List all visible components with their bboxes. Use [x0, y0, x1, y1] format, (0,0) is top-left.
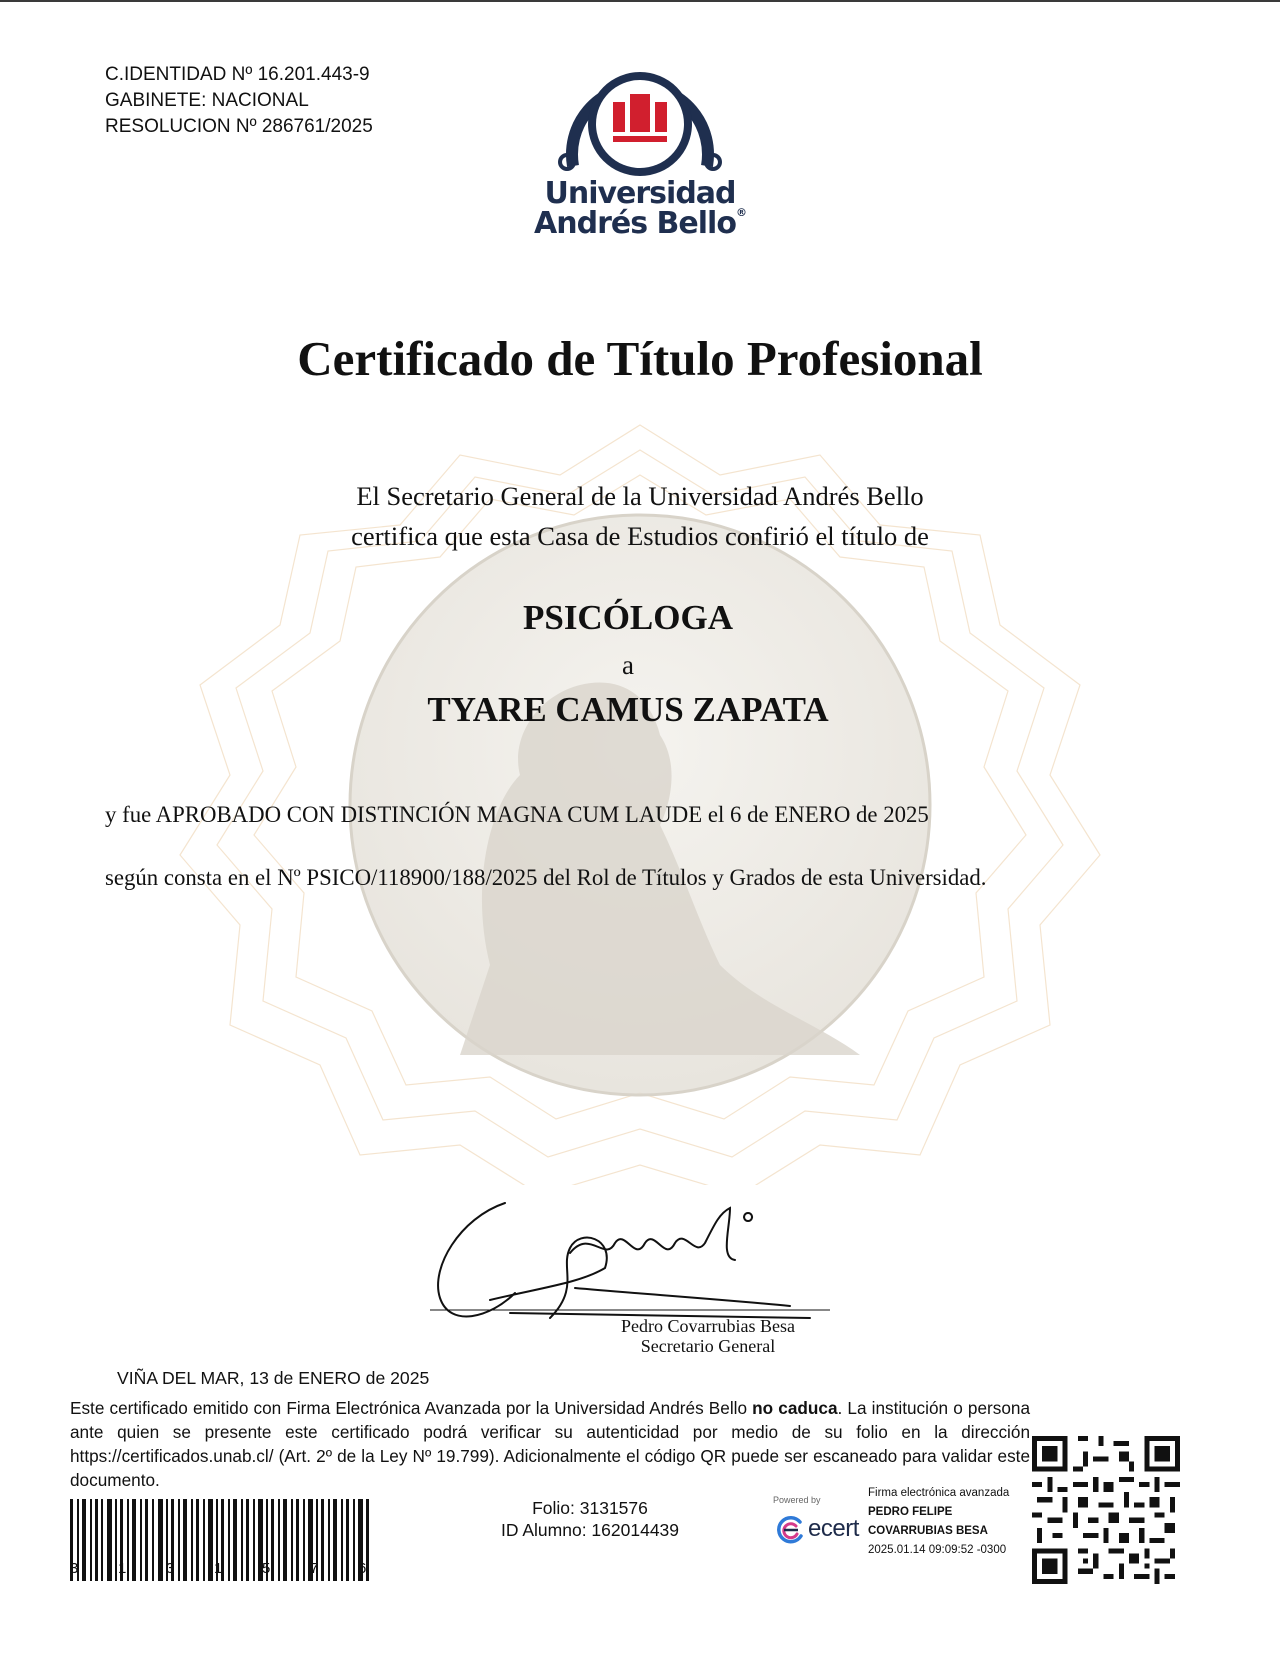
degree-title: PSICÓLOGA — [522, 598, 734, 637]
place-and-date: VIÑA DEL MAR, 13 de ENERO de 2025 — [117, 1368, 430, 1388]
powered-by-label: Powered by — [773, 1495, 821, 1505]
legal-notice — [70, 1396, 1030, 1492]
identity-number: C.IDENTIDAD Nº 16.201.443-9 — [105, 64, 370, 85]
university-emblem-icon — [525, 58, 755, 178]
legal-text-part-1: Este certificado emitido con Firma Electrónica Avanzada por la Universidad Andrés Bello — [70, 1398, 753, 1418]
top-border — [0, 0, 1280, 2]
barcode-digit: 3 — [70, 1560, 79, 1577]
barcode-digit: 5 — [262, 1560, 271, 1577]
logo-word-universidad: Universidad — [544, 176, 736, 211]
registry-line: según consta en el Nº PSICO/118900/188/2025 del Rol de Títulos y Grados de esta Universidad. — [105, 865, 987, 890]
barcode-digit: 1 — [214, 1560, 223, 1577]
electronic-signature-info — [868, 1484, 1009, 1560]
signatory-role: Secretario General — [640, 1336, 776, 1356]
fea-timestamp: 2025.01.14 09:09:52 -0300 — [868, 1544, 1007, 1556]
resolution-number: RESOLUCION Nº 286761/2025 — [105, 116, 373, 137]
university-logo — [525, 58, 755, 243]
barcode-digit: 3 — [166, 1560, 175, 1577]
legal-text-part-2: . La institución o persona ante quien se presente este certificado podrá verificar su autenticidad por medio de su folio en la dirección https://certificados.unab.cl/ (Art. 2º de la Ley Nº 19.799). Adicionalmente el código QR puede ser escaneado para validar este documento. — [70, 1398, 1030, 1490]
signatory-block — [528, 1316, 888, 1356]
connector-word: a — [622, 650, 634, 680]
certificate-intro — [0, 476, 1280, 556]
logo-word-andres-bello-text: Andrés Bello — [534, 206, 736, 241]
fea-label: Firma electrónica avanzada — [868, 1487, 1010, 1499]
intro-line-2: certifica que esta Casa de Estudios confirió el título de — [351, 521, 929, 551]
student-id: ID Alumno: 162014439 — [500, 1520, 680, 1540]
intro-line-1: El Secretario General de la Universidad Andrés Bello — [356, 481, 924, 511]
barcode-digit: 1 — [118, 1560, 127, 1577]
folio-block — [470, 1497, 710, 1541]
student-name: TYARE CAMUS ZAPATA — [427, 690, 829, 729]
logo-word-andres-bello — [525, 206, 755, 241]
barcode-digit: 6 — [358, 1560, 367, 1577]
cabinet: GABINETE: NACIONAL — [105, 90, 309, 111]
barcode-digit: 7 — [310, 1560, 319, 1577]
legal-text-bold: no caduca — [752, 1398, 838, 1418]
ecert-logo-icon — [772, 1512, 808, 1548]
fea-name-line-1: PEDRO FELIPE — [868, 1506, 953, 1518]
approval-line: y fue APROBADO CON DISTINCIÓN MAGNA CUM LAUDE el 6 de ENERO de 2025 — [105, 802, 929, 827]
fea-name-line-2: COVARRUBIAS BESA — [868, 1525, 988, 1537]
signatory-name: Pedro Covarrubias Besa — [621, 1316, 795, 1336]
certificate-title: Certificado de Título Profesional — [297, 331, 983, 386]
ecert-brand: ecert — [808, 1515, 859, 1542]
folio-number: Folio: 3131576 — [532, 1498, 648, 1518]
qr-code — [1032, 1436, 1180, 1584]
identity-block — [105, 62, 373, 140]
registered-mark: ® — [735, 206, 746, 219]
